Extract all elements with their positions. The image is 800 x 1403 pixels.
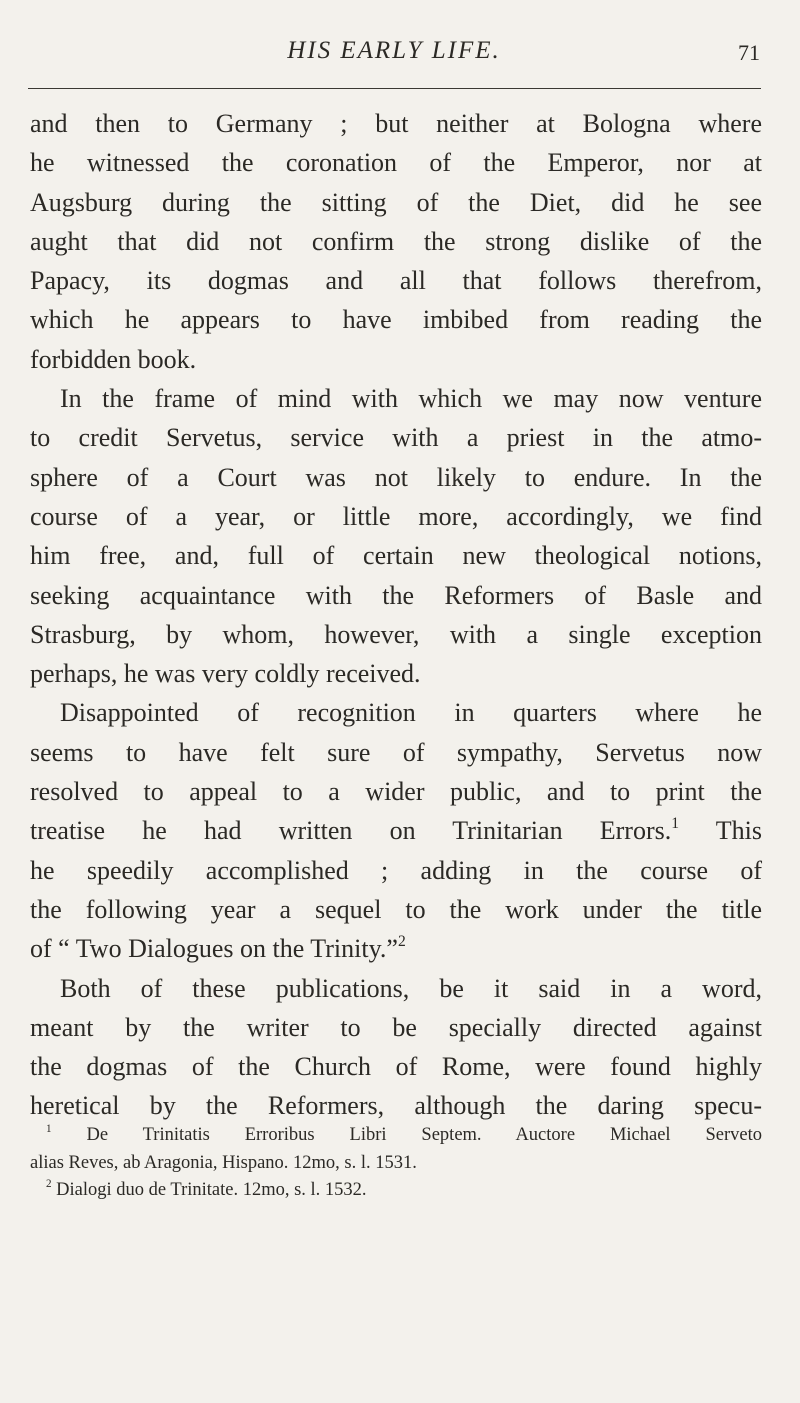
text-line-with-note <box>30 929 762 968</box>
text-line: Papacy, its dogmas and all that follows therefrom, <box>30 266 762 296</box>
text-line: course of a year, or little more, accordingly, we find <box>30 501 762 531</box>
line-tail: This <box>679 816 762 846</box>
text-line: he witnessed the coronation of the Emperor, nor at <box>30 148 762 178</box>
text-line: the following year a sequel to the work under the title <box>30 894 762 924</box>
text-line: to credit Servetus, service with a priest in the atmo- <box>30 423 762 453</box>
text-line: which he appears to have imbibed from reading the <box>30 305 762 335</box>
text-line: seems to have felt sure of sympathy, Servetus now <box>30 737 762 767</box>
footnote-text: Dialogi duo de Trinitate. 12mo, s. l. 1532. <box>51 1180 367 1200</box>
text-line: Strasburg, by whom, however, with a single exception <box>30 619 762 649</box>
text-line: him free, and, full of certain new theological notions, <box>30 541 762 571</box>
text-line: the dogmas of the Church of Rome, were found highly <box>30 1052 762 1082</box>
footnote-line <box>30 1177 762 1205</box>
body-text <box>30 104 762 1126</box>
line-text: of “ Two Dialogues on the Trinity.” <box>30 934 398 964</box>
text-line: sphere of a Court was not likely to endure. In the <box>30 462 762 492</box>
text-line: meant by the writer to be specially directed against <box>30 1012 762 1042</box>
footnote-text: De Trinitatis Erroribus Libri Septem. Auctore Michael Serveto <box>51 1125 762 1145</box>
text-line: aught that did not confirm the strong dislike of the <box>30 226 762 256</box>
text-line: Disappointed of recognition in quarters where he <box>60 698 762 728</box>
page-number: 71 <box>738 40 760 65</box>
text-line: seeking acquaintance with the Reformers of Basle and <box>30 580 762 610</box>
text-line: forbidden book. <box>30 344 197 374</box>
footnote-ref: 1 <box>671 815 680 833</box>
text-line: he speedily accomplished ; adding in the course of <box>30 855 762 885</box>
header-rule <box>28 88 761 89</box>
running-title: HIS EARLY LIFE. <box>287 37 501 64</box>
text-line: perhaps, he was very coldly received. <box>30 659 421 689</box>
text-line: Augsburg during the sitting of the Diet, did he see <box>30 187 762 217</box>
text-line: and then to Germany ; but neither at Bologna where <box>30 109 762 138</box>
line-text: treatise he had written on Trinitarian Errors. <box>30 816 672 846</box>
footnote-ref: 2 <box>397 933 406 951</box>
footnote-line: alias Reves, ab Aragonia, Hispano. 12mo, s. l. 1531. <box>30 1152 417 1173</box>
text-line: heretical by the Reformers, although the daring specu- <box>30 1091 762 1121</box>
footnote-marker: 2 <box>46 1177 52 1190</box>
text-line: In the frame of mind with which we may now venture <box>60 384 762 414</box>
running-head <box>28 36 760 76</box>
footnote-marker: 1 <box>46 1122 52 1135</box>
text-line-with-note <box>30 811 762 850</box>
footnote-line <box>30 1122 762 1150</box>
footnotes <box>30 1122 762 1205</box>
text-line: resolved to appeal to a wider public, and to print the <box>30 777 762 807</box>
text-line: Both of these publications, be it said in a word, <box>60 973 762 1003</box>
